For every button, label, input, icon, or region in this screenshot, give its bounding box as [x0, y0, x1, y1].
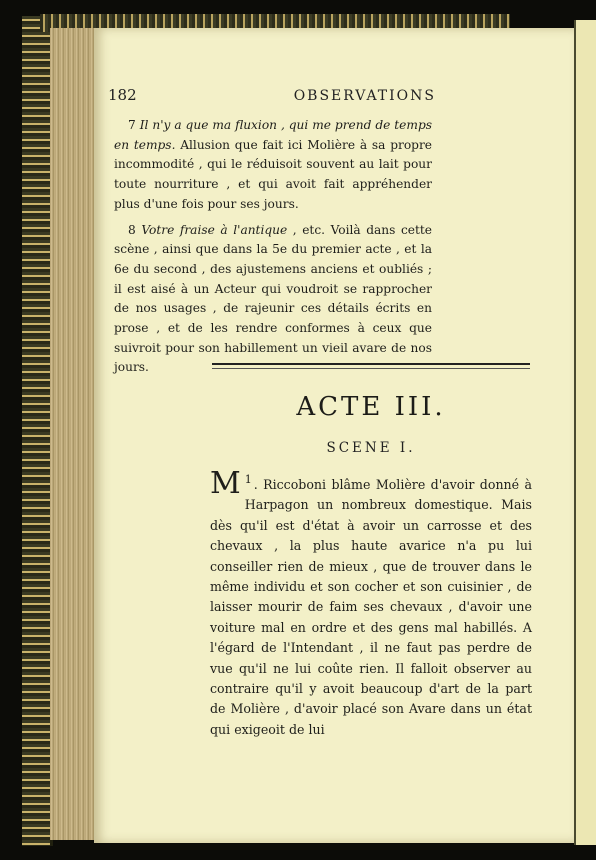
page-edges — [50, 28, 96, 840]
running-head: OBSERVATIONS — [293, 88, 436, 104]
footnote-quote: Votre fraise à l'antique — [141, 222, 288, 237]
footnote-8 — [114, 221, 432, 379]
note-number: 1 — [244, 473, 252, 486]
act-title: ACTE III. — [296, 392, 446, 422]
footnote-number: 7 — [128, 118, 136, 132]
footnotes — [114, 116, 432, 384]
body-paragraph: . Riccoboni blâme Molière d'avoir donné à Harpagon un nombreux domestique. Mais dès qu'il est d'état à avoir un carrosse et des chevaux , la plus haute avarice n'a pu lui conseiller rien de mieux , que de trouver dans le même individu et son cocher et son cuisinier , de laisser mourir de faim ses chevaux , d'avoir une voiture mal en ordre et des gens mal habillés. A l'égard de l'Intendant , il ne faut pas perdre de vue qu'il ne lui coûte rien. Il falloit observer au contraire qu'il y avoit beaucoup d'art de la part de Molière , d'avoir placé son Avare dans un état qui exigeoit de lui — [210, 477, 532, 737]
footnote-text: Allusion que fait ici Molière à sa propre incommodité , qui le réduisoit souvent au lait pour toute nourriture , et qui avoit fait appréhender plus d'une fois pour ses jours. — [114, 137, 432, 211]
book-spine — [22, 16, 53, 846]
section-divider-thin — [212, 368, 530, 369]
footnote-quote: Il n'y a que ma fluxion , qui me prend de temps en temps. — [114, 118, 432, 152]
footnote-number: 8 — [128, 222, 136, 237]
footnote-text: , etc. Voilà dans cette scène , ainsi que dans la 5e du premier acte , et la 6e du second , des ajustemens anciens et oubliés ; il est aisé à un Acteur qui voudroit se rapprocher de nos usages , de rajeunir ces détails écrits en prose , et de les rendre conformes à ceux que suivroit pour son habillement un vieil avare de nos jours. — [114, 222, 432, 375]
scene-title: SCENE I. — [326, 440, 416, 456]
section-divider — [212, 363, 530, 365]
footnote-7 — [114, 116, 432, 215]
page-header — [108, 86, 438, 112]
page-number: 182 — [108, 86, 137, 104]
facing-page — [574, 20, 596, 845]
body-text — [210, 466, 532, 740]
drop-cap: M — [210, 466, 241, 501]
